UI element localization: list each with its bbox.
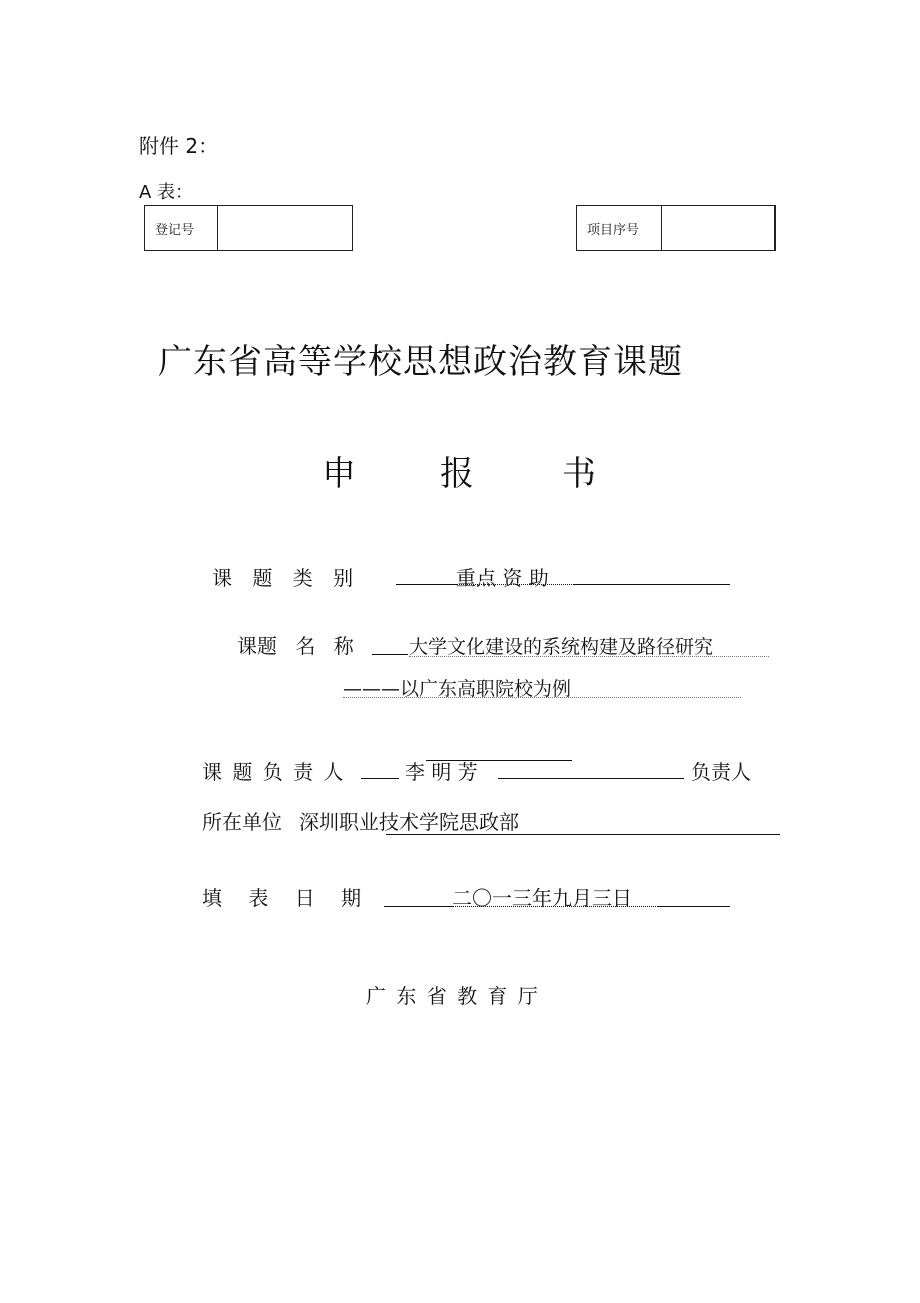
category-label: 课 题 类 别 <box>212 566 354 590</box>
topic-name-line2-underline <box>343 697 741 698</box>
registration-number-field[interactable] <box>217 206 352 250</box>
topic-name-value: 大学文化建设的系统构建及路径研究 <box>409 636 714 658</box>
date-value-underline <box>452 906 658 907</box>
topic-name-value-underline <box>409 656 769 657</box>
date-value: 二〇一三年九月三日 <box>452 886 632 910</box>
category-value: 重点 资 助 <box>456 566 549 590</box>
leader-underline-right <box>498 778 684 779</box>
date-label: 填 表 日 期 <box>202 886 362 910</box>
unit-value: 深圳职业技术学院思政部 <box>299 810 519 834</box>
subtitle-char-3: 书 <box>562 454 596 494</box>
category-underline-right <box>574 584 730 585</box>
project-number-field[interactable] <box>661 206 774 250</box>
registration-number-box <box>144 205 353 251</box>
leader-underline-left <box>361 778 399 779</box>
project-number-label: 项目序号 <box>587 222 640 238</box>
date-underline-left <box>384 906 452 907</box>
unit-label: 所在单位 <box>202 810 282 834</box>
main-title: 广东省高等学校思想政治教育课题 <box>158 342 683 382</box>
category-value-underline <box>456 584 574 585</box>
leader-value: 李 明 芳 <box>405 760 478 784</box>
table-label: A 表： <box>139 182 194 203</box>
subtitle-char-2: 报 <box>440 454 474 494</box>
project-number-box <box>576 205 776 251</box>
subtitle-char-1: 申 <box>322 454 356 494</box>
unit-underline <box>386 834 780 835</box>
category-underline-left <box>396 584 456 585</box>
issuer: 广 东 省 教 育 厅 <box>366 984 538 1008</box>
attachment-label: 附件 2： <box>139 134 219 158</box>
registration-number-label: 登记号 <box>155 222 195 238</box>
leader-suffix: 负责人 <box>691 760 751 784</box>
topic-name-underline-left <box>372 654 408 655</box>
date-underline-right <box>658 906 730 907</box>
topic-name-value-line2: ———以广东高职院校为例 <box>343 678 572 700</box>
leader-label: 课 题 负 责 人 <box>202 760 344 784</box>
topic-name-label: 课题 名 称 <box>237 634 354 658</box>
